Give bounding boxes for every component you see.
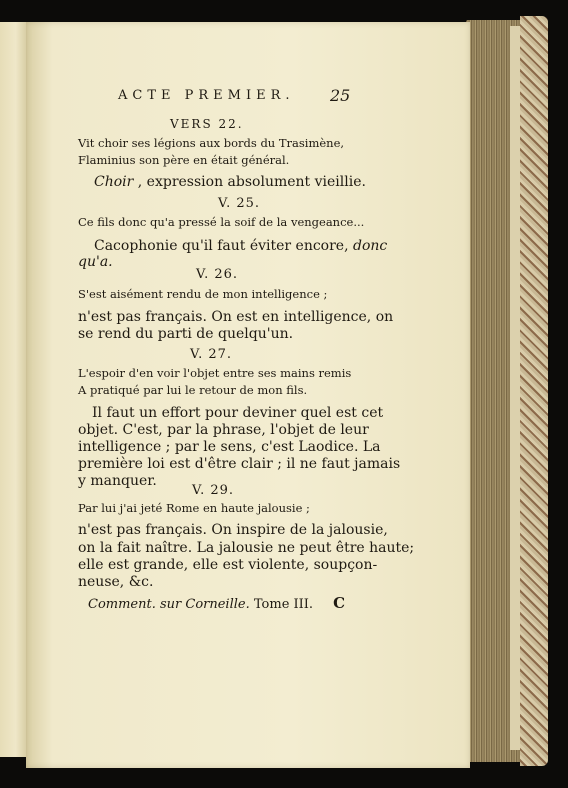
comment-line: neuse, &c.	[78, 574, 154, 590]
comment-italic: donc	[353, 238, 388, 254]
footer-title: Comment. sur Corneille.	[88, 597, 250, 612]
comment-line: on la fait naître. La jalousie ne peut être haute;	[78, 540, 415, 556]
verse-label: V. 29.	[192, 483, 235, 498]
quote-line: Ce fils donc qu'a pressé la soif de la vengeance...	[78, 215, 365, 229]
comment-line: elle est grande, elle est violente, soupçon-	[78, 557, 378, 573]
comment-line: objet. C'est, par la phrase, l'objet de leur	[78, 422, 369, 438]
comment-line: y manquer.	[78, 473, 157, 489]
page-footer	[88, 594, 345, 612]
verse-label: V. 27.	[190, 347, 233, 362]
quote-line: L'espoir d'en voir l'objet entre ses mains remis	[78, 366, 352, 380]
comment-line: intelligence ; par le sens, c'est Laodice. La	[78, 439, 381, 455]
verse-label: V. 26.	[196, 267, 239, 282]
comment-line: Il faut un effort pour deviner quel est cet	[92, 405, 384, 421]
comment-text: Cacophonie qu'il faut éviter encore,	[94, 238, 353, 254]
comment-text: , expression absolument vieillie.	[133, 174, 366, 190]
verse-label: VERS 22.	[170, 117, 244, 131]
quote-line: Par lui j'ai jeté Rome en haute jalousie ;	[78, 501, 310, 515]
left-page-edge	[0, 22, 27, 757]
comment-italic: Choir	[94, 174, 134, 190]
comment-line	[94, 174, 366, 190]
quote-line: S'est aisément rendu de mon intelligence ;	[78, 287, 328, 301]
verse-label: V. 25.	[218, 196, 261, 211]
quote-line: Vit choir ses légions aux bords du Trasimène,	[78, 136, 345, 150]
running-title: ACTE PREMIER.	[118, 88, 295, 103]
page-number: 25	[330, 86, 351, 105]
quote-line: Flaminius son père en était général.	[78, 153, 290, 167]
comment-line	[94, 238, 387, 254]
book-cover	[520, 16, 548, 766]
signature-mark: C	[333, 594, 346, 612]
quote-line: A pratiqué par lui le retour de mon fils.	[78, 383, 308, 397]
comment-line: se rend du parti de quelqu'un.	[78, 326, 294, 342]
footer-volume: Tome III.	[253, 597, 314, 612]
comment-line: qu'a.	[78, 254, 113, 270]
comment-line: première loi est d'être clair ; il ne faut jamais	[78, 456, 401, 472]
comment-line: n'est pas français. On inspire de la jalousie,	[78, 522, 388, 538]
comment-line: n'est pas français. On est en intelligence, on	[78, 309, 394, 325]
